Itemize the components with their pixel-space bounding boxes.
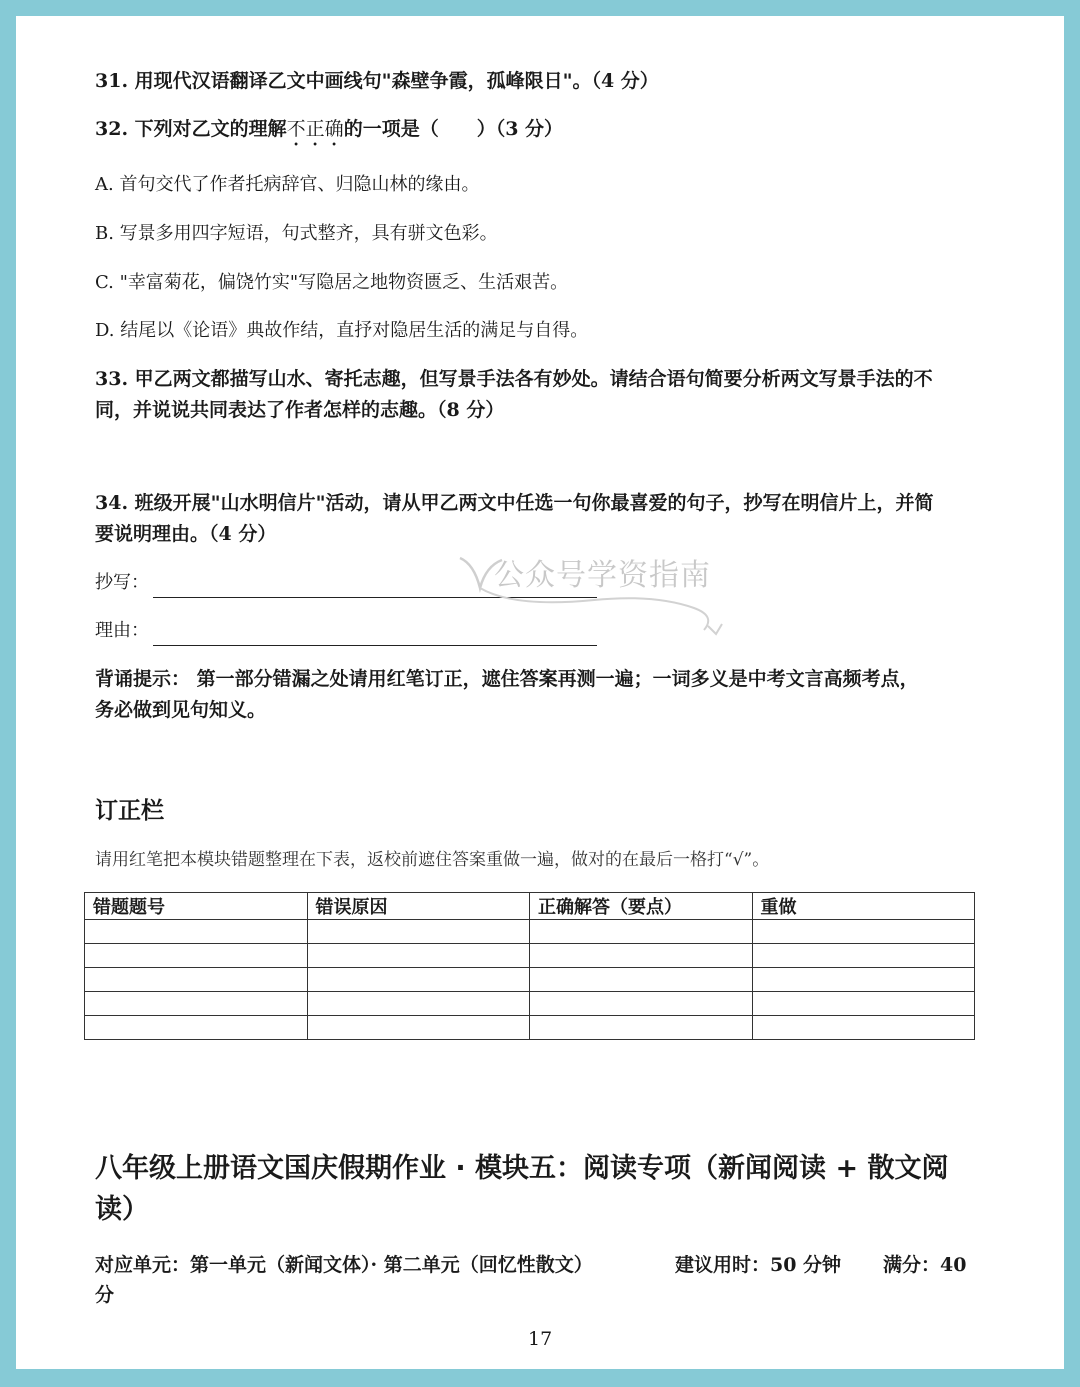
correction-table — [84, 892, 975, 1040]
module-score-unit: 分 — [95, 1284, 115, 1306]
watermark-text: 公众号学资指南 — [494, 558, 711, 593]
recite-tip — [95, 664, 919, 726]
col-redo: 重做 — [752, 893, 975, 920]
table-cell[interactable] — [752, 992, 975, 1016]
option-b: B. 写景多用四字短语，句式整齐，具有骈文色彩。 — [95, 223, 498, 244]
table-cell[interactable] — [307, 920, 530, 944]
table-cell[interactable] — [530, 1016, 753, 1040]
table-row — [85, 944, 975, 968]
table-cell[interactable] — [85, 920, 308, 944]
question-33-line2: 同，并说说共同表达了作者怎样的志趣。（8 分） — [95, 399, 505, 421]
worksheet-page — [16, 16, 1064, 1369]
option-a: A. 首句交代了作者托病辞官、归隐山林的缘由。 — [95, 174, 480, 195]
module-time: 建议用时：50 分钟 — [675, 1254, 842, 1276]
module-score: 满分：40 — [883, 1254, 967, 1276]
question-32-prefix: 32. 下列对乙文的理解 — [95, 118, 287, 140]
correction-instruction: 请用红笔把本模块错题整理在下表，返校前遮住答案重做一遍，做对的在最后一格打“√”。 — [95, 850, 770, 870]
reason-label: 理由： — [95, 620, 149, 641]
table-cell[interactable] — [752, 1016, 975, 1040]
table-cell[interactable] — [530, 920, 753, 944]
correction-title: 订正栏 — [95, 798, 164, 824]
question-31: 31. 用现代汉语翻译乙文中画线句"森壁争霞，孤峰限日"。（4 分） — [95, 70, 659, 92]
watermark — [454, 538, 754, 638]
question-34-line2: 要说明理由。（4 分） — [95, 523, 277, 545]
table-cell[interactable] — [307, 968, 530, 992]
option-c: C. "幸富菊花，偏饶竹实"写隐居之地物资匮乏、生活艰苦。 — [95, 272, 569, 293]
question-32 — [95, 114, 563, 151]
module-title-line2: 读） — [95, 1194, 149, 1225]
col-question-no: 错题题号 — [85, 893, 308, 920]
table-row — [85, 992, 975, 1016]
col-correct-answer: 正确解答（要点） — [530, 893, 753, 920]
table-cell[interactable] — [307, 992, 530, 1016]
question-32-suffix: 的一项是（ ）（3 分） — [343, 118, 564, 140]
table-row — [85, 1016, 975, 1040]
table-row — [85, 968, 975, 992]
question-32-emphasis: 不正确 — [286, 118, 344, 140]
recite-tip-line1: 背诵提示： 第一部分错漏之处请用红笔订正，遮住答案再测一遍；一词多义是中考文言高频考点， — [95, 668, 919, 690]
module-units: 对应单元：第一单元（新闻文体）· 第二单元（回忆性散文） — [95, 1254, 593, 1276]
table-cell[interactable] — [530, 968, 753, 992]
copy-label: 抄写： — [95, 572, 149, 593]
table-cell[interactable] — [85, 944, 308, 968]
table-cell[interactable] — [752, 920, 975, 944]
table-row — [85, 920, 975, 944]
question-34-line1: 34. 班级开展"山水明信片"活动，请从甲乙两文中任选一句你最喜爱的句子，抄写在明信片上，并简 — [95, 492, 934, 514]
table-cell[interactable] — [85, 992, 308, 1016]
table-cell[interactable] — [530, 944, 753, 968]
module-title — [95, 1148, 995, 1230]
table-cell[interactable] — [85, 1016, 308, 1040]
page-number: 17 — [528, 1328, 553, 1350]
table-cell[interactable] — [752, 944, 975, 968]
table-cell[interactable] — [85, 968, 308, 992]
option-d: D. 结尾以《论语》典故作结，直抒对隐居生活的满足与自得。 — [95, 320, 589, 341]
correction-table-header — [85, 893, 975, 920]
table-cell[interactable] — [752, 968, 975, 992]
module-title-line1: 八年级上册语文国庆假期作业 · 模块五：阅读专项（新闻阅读 + 散文阅 — [95, 1153, 949, 1184]
recite-tip-line2: 务必做到见句知义。 — [95, 699, 267, 721]
question-33 — [95, 364, 933, 426]
table-cell[interactable] — [307, 1016, 530, 1040]
table-cell[interactable] — [530, 992, 753, 1016]
question-33-line1: 33. 甲乙两文都描写山水、寄托志趣，但写景手法各有妙处。请结合语句简要分析两文写景手法的不 — [95, 368, 933, 390]
table-cell[interactable] — [307, 944, 530, 968]
col-error-reason: 错误原因 — [307, 893, 530, 920]
